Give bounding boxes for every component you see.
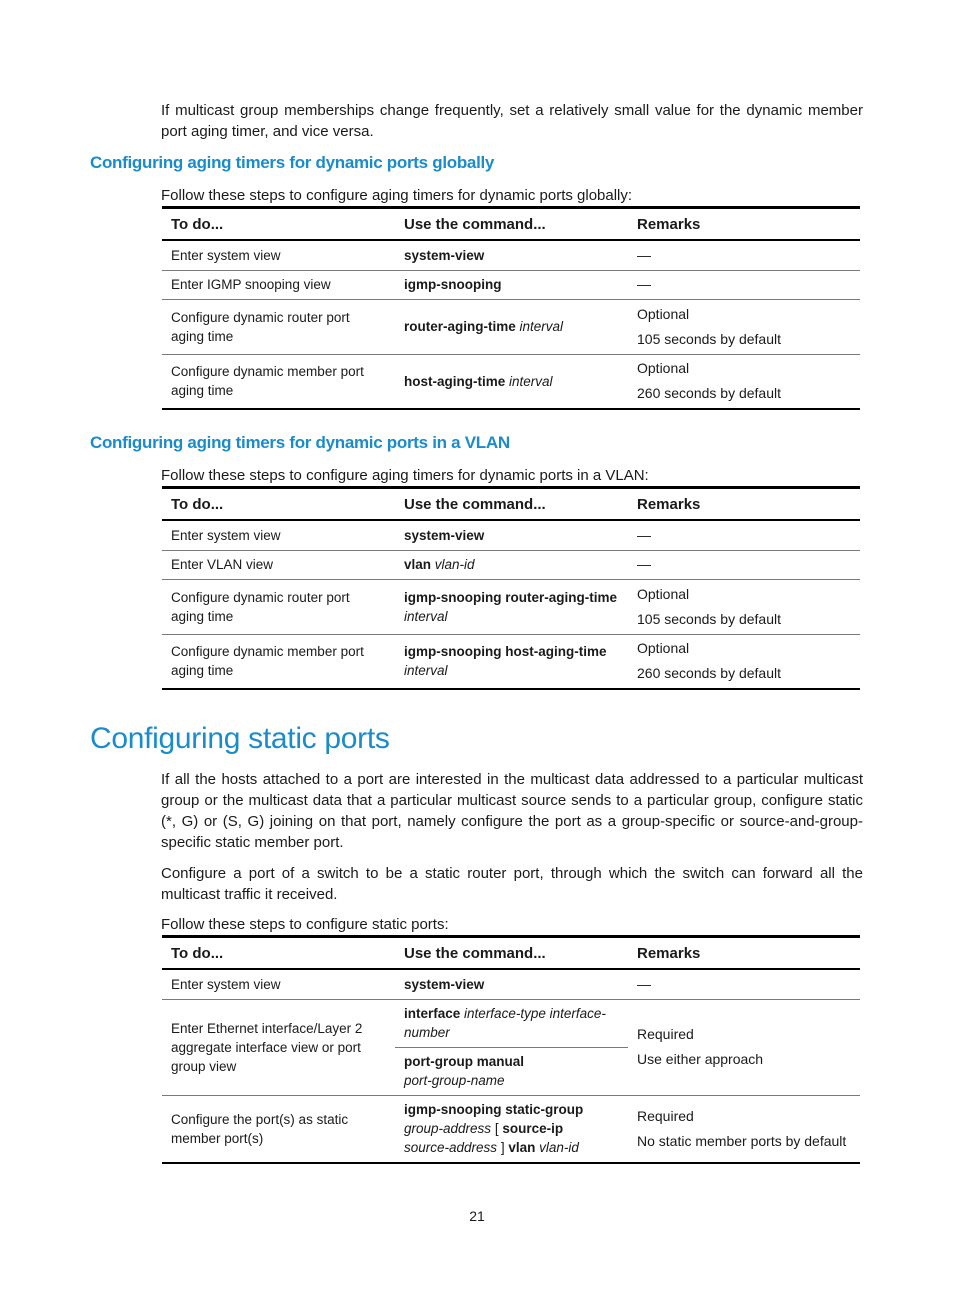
static-ports-paragraph-1: If all the hosts attached to a port are interested in the multicast data addressed to a particular multicast group or the multicast data that a particular multicast source sends to a particular group, configure static (*, G) or (S, G) joining on that port, namely configure the port as a group-specific or source-and-group-specific static member port. [161,771,863,851]
command-keyword: system-view [404,527,485,543]
remark-line: Use either approach [637,1051,764,1067]
cell-command [395,270,628,299]
command-keyword: port-group manual [404,1054,524,1069]
table-global [162,206,860,410]
command-keyword: vlan [508,1140,536,1156]
cell-remark: — [628,240,860,270]
remark-line: Optional [637,305,690,322]
section-lead-global: Follow these steps to configure aging timers for dynamic ports globally: [161,187,633,204]
command-line [404,1138,619,1157]
cell-command [395,1095,628,1163]
table-header-row [162,937,860,970]
command-keyword: vlan [404,557,432,572]
command-keyword: interface [404,1006,461,1021]
table-row [162,579,860,634]
command-argument: interval [509,373,553,389]
remark-line: Required [637,1107,694,1124]
remark-line: 260 seconds by default [637,665,781,682]
command-argument: interval [404,608,448,624]
cell-remark [628,579,860,634]
cell-command [395,634,628,689]
command-keyword: host-aging-time [404,373,506,389]
cell-remark: — [628,270,860,299]
remark-line: No static member ports by default [637,1132,847,1149]
header-todo: To do... [162,208,395,241]
table-static [162,935,860,1164]
bracket-open: [ [494,1121,499,1137]
command-keyword: igmp-snooping static-group [404,1102,584,1118]
cell-command [395,299,628,354]
header-remarks: Remarks [628,937,860,970]
cell-command [395,1047,628,1095]
table-row [162,354,860,409]
cell-todo: Configure dynamic member port aging time [162,354,395,409]
section-lead-vlan: Follow these steps to configure aging timers for dynamic ports in a VLAN: [161,467,649,484]
section-heading-vlan: Configuring aging timers for dynamic ports in a VLAN [90,433,510,452]
command-argument: vlan-id [434,557,475,572]
header-command: Use the command... [395,488,628,521]
remark-line: 105 seconds by default [637,330,781,347]
cell-command [395,999,628,1047]
command-keyword: source-ip [502,1121,564,1137]
remark-line: Optional [637,640,690,657]
command-argument: vlan-id [539,1140,579,1156]
page-title: Configuring static ports [90,722,390,755]
cell-remark [628,299,860,354]
command-keyword: igmp-snooping router-aging-time [404,589,617,605]
table-row [162,999,860,1047]
command-keyword: system-view [404,976,485,992]
section-heading-global: Configuring aging timers for dynamic ports globally [90,153,495,172]
cell-command [395,240,628,270]
cell-remark: — [628,550,860,579]
table-row [162,240,860,270]
cell-todo: Enter system view [162,969,395,999]
cell-todo: Configure dynamic member port aging time [162,634,395,689]
cell-todo: Configure dynamic router port aging time [162,299,395,354]
table-row [162,299,860,354]
cell-remark: — [628,520,860,550]
command-keyword: igmp-snooping host-aging-time [404,644,607,660]
table-row [162,270,860,299]
command-argument: port-group-name [404,1073,505,1088]
command-argument: interval [404,663,448,679]
header-todo: To do... [162,488,395,521]
static-ports-paragraph-2: Configure a port of a switch to be a static router port, through which the switch can forward all the multicast traffic it received. [161,865,863,903]
table-row [162,1095,860,1163]
cell-remark [628,634,860,689]
bracket-close: ] [500,1140,505,1156]
table-header-row [162,208,860,241]
section-lead-static: Follow these steps to configure static ports: [161,916,449,933]
cell-todo: Enter system view [162,240,395,270]
header-command: Use the command... [395,208,628,241]
cell-command [395,354,628,409]
table-row [162,969,860,999]
command-line [404,1119,619,1138]
cell-remark [628,1095,860,1163]
header-remarks: Remarks [628,488,860,521]
table-row [162,550,860,579]
cell-command [395,550,628,579]
cell-remark [628,999,860,1095]
command-argument: interface-type interface-number [404,1006,606,1040]
page-number: 21 [469,1208,485,1224]
cell-remark: — [628,969,860,999]
header-command: Use the command... [395,937,628,970]
table-row [162,634,860,689]
cell-command [395,579,628,634]
cell-command [395,520,628,550]
table-header-row [162,488,860,521]
cell-command [395,969,628,999]
cell-todo: Enter VLAN view [162,550,395,579]
command-argument: source-address [404,1140,498,1156]
cell-todo: Enter system view [162,520,395,550]
remark-line: 105 seconds by default [637,610,781,627]
command-keyword: router-aging-time [404,319,516,334]
table-row [162,520,860,550]
remark-line: Optional [637,585,690,602]
remark-line: Optional [637,360,690,377]
command-keyword: system-view [404,247,485,263]
table-vlan [162,486,860,690]
cell-todo: Enter Ethernet interface/Layer 2 aggregate interface view or port group view [162,999,395,1095]
cell-remark [628,354,860,409]
cell-todo: Configure the port(s) as static member port(s) [162,1095,395,1163]
command-argument: interval [519,319,564,334]
remark-line: 260 seconds by default [637,385,781,402]
command-argument: group-address [404,1121,492,1137]
intro-paragraph: If multicast group memberships change frequently, set a relatively small value for the dynamic member port aging timer, and vice versa. [161,102,863,140]
header-remarks: Remarks [628,208,860,241]
header-todo: To do... [162,937,395,970]
remark-line: Required [637,1026,694,1042]
command-keyword: igmp-snooping [404,277,502,292]
cell-todo: Configure dynamic router port aging time [162,579,395,634]
cell-todo: Enter IGMP snooping view [162,270,395,299]
